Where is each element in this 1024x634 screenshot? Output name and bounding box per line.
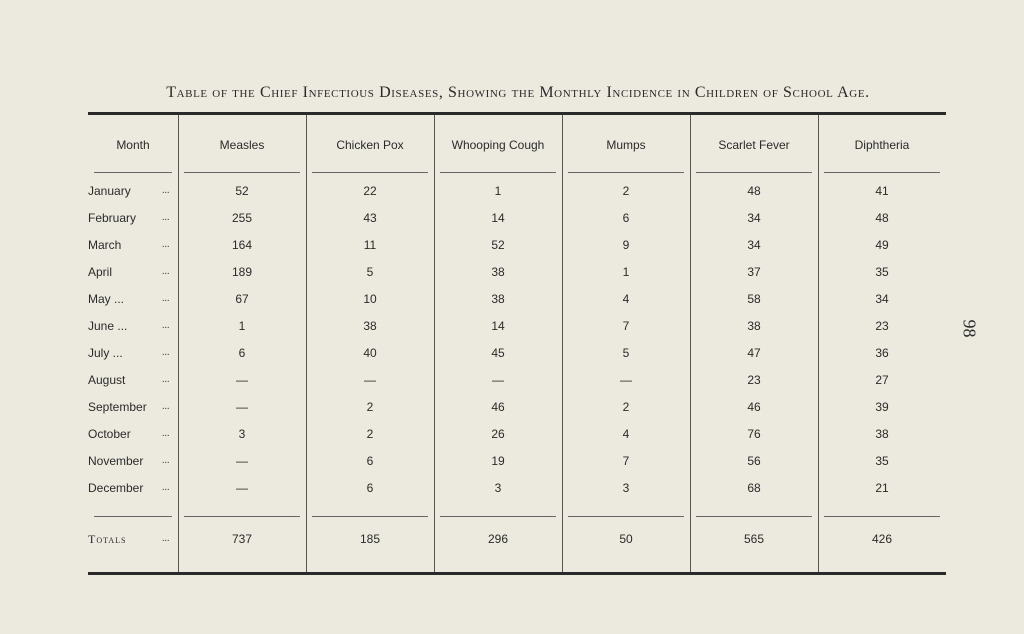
table-cell: 9 — [622, 238, 630, 252]
table-cell: 3 — [622, 481, 630, 495]
leader-dots: ... — [162, 347, 170, 358]
table-cell: 3 — [238, 427, 246, 441]
row-month: March — [88, 238, 122, 252]
table-cell: 11 — [363, 238, 377, 252]
table-cell: 19 — [491, 454, 505, 468]
leader-dots: ... — [162, 185, 170, 196]
leader-dots: ... — [162, 374, 170, 385]
leader-dots: ... — [162, 293, 170, 304]
totals-cell: 737 — [231, 532, 253, 546]
table-cell: 22 — [363, 184, 377, 198]
column-header: Mumps — [606, 138, 646, 152]
table-cell: 27 — [875, 373, 889, 387]
row-month: August — [88, 373, 126, 387]
table-cell: 1 — [238, 319, 246, 333]
table-cell: — — [364, 373, 376, 387]
totals-cell: 426 — [871, 532, 893, 546]
table-cell: — — [236, 481, 248, 495]
table-cell: 52 — [235, 184, 249, 198]
table-cell: 5 — [622, 346, 630, 360]
table-cell: — — [492, 373, 504, 387]
table-cell: 1 — [622, 265, 630, 279]
leader-dots: ... — [162, 212, 170, 223]
table-cell: 255 — [231, 211, 253, 225]
table-cell: 164 — [231, 238, 253, 252]
header-underline — [824, 172, 940, 173]
row-month: July ... — [88, 346, 123, 360]
table-cell: 6 — [366, 481, 374, 495]
column-header: Month — [116, 138, 150, 152]
totals-cell: 565 — [743, 532, 765, 546]
row-month: November — [88, 454, 144, 468]
table-cell: 14 — [491, 211, 505, 225]
totals-overline — [824, 516, 940, 517]
table-cell: 35 — [875, 454, 889, 468]
table-cell: 39 — [875, 400, 889, 414]
page-number: 98 — [959, 319, 980, 338]
row-month: February — [88, 211, 137, 225]
totals-overline — [312, 516, 428, 517]
table-cell: 37 — [747, 265, 761, 279]
table-cell: 40 — [363, 346, 377, 360]
header-underline — [312, 172, 428, 173]
totals-overline — [696, 516, 812, 517]
header-underline — [94, 172, 172, 173]
table-cell: 41 — [875, 184, 889, 198]
column-header: Measles — [219, 138, 265, 152]
row-month: September — [88, 400, 147, 414]
table-cell: 47 — [747, 346, 761, 360]
row-month: June ... — [88, 319, 128, 333]
table-cell: 1 — [494, 184, 502, 198]
totals-overline — [568, 516, 684, 517]
table-cell: 2 — [622, 400, 630, 414]
table-cell: 2 — [366, 400, 374, 414]
totals-overline — [94, 516, 172, 517]
table-cell: 7 — [622, 454, 630, 468]
row-month: April — [88, 265, 113, 279]
table-cell: 43 — [363, 211, 377, 225]
table-cell: 189 — [231, 265, 253, 279]
leader-dots: ... — [162, 266, 170, 277]
table-cell: 5 — [366, 265, 374, 279]
column-header: Chicken Pox — [336, 138, 404, 152]
table-cell: 6 — [622, 211, 630, 225]
totals-cell: 50 — [619, 532, 633, 546]
bottom-rule — [88, 572, 946, 575]
totals-cell: 296 — [487, 532, 509, 546]
table-cell: — — [236, 400, 248, 414]
table-cell: 26 — [491, 427, 505, 441]
table-cell: 76 — [747, 427, 761, 441]
table-cell: 23 — [875, 319, 889, 333]
header-underline — [568, 172, 684, 173]
table-cell: 38 — [747, 319, 761, 333]
table-cell: 46 — [747, 400, 761, 414]
table-cell: 21 — [875, 481, 889, 495]
table-cell: 48 — [747, 184, 761, 198]
table-cell: 2 — [622, 184, 630, 198]
column-header: Whooping Cough — [451, 138, 545, 152]
table-cell: 23 — [747, 373, 761, 387]
leader-dots: ... — [162, 320, 170, 331]
table-cell: 56 — [747, 454, 761, 468]
table-cell: 36 — [875, 346, 889, 360]
header-underline — [696, 172, 812, 173]
leader-dots: ... — [162, 401, 170, 412]
header-underline — [440, 172, 556, 173]
totals-overline — [440, 516, 556, 517]
table-title: Table of the Chief Infectious Diseases, Showing the Monthly Incidence in Children of School Age. — [166, 84, 870, 101]
table-cell: 38 — [491, 292, 505, 306]
table-cell: 6 — [366, 454, 374, 468]
row-month: December — [88, 481, 144, 495]
totals-label: Totals — [88, 532, 127, 546]
leader-dots: ... — [162, 533, 170, 544]
row-month: January — [88, 184, 131, 198]
table-cell: 52 — [491, 238, 505, 252]
table-cell: 38 — [491, 265, 505, 279]
table-cell: 4 — [622, 427, 630, 441]
table-cell: 10 — [363, 292, 377, 306]
table-cell: 58 — [747, 292, 761, 306]
table-cell: 48 — [875, 211, 889, 225]
table-cell: 4 — [622, 292, 630, 306]
totals-cell: 185 — [359, 532, 381, 546]
table-cell: 35 — [875, 265, 889, 279]
leader-dots: ... — [162, 455, 170, 466]
totals-overline — [184, 516, 300, 517]
table-cell: 38 — [363, 319, 377, 333]
table-cell: 49 — [875, 238, 889, 252]
table-cell: 7 — [622, 319, 630, 333]
table-cell: 38 — [875, 427, 889, 441]
table-cell: — — [236, 373, 248, 387]
table-cell: — — [236, 454, 248, 468]
row-month: May ... — [88, 292, 125, 306]
table-cell: 46 — [491, 400, 505, 414]
table-cell: 14 — [491, 319, 505, 333]
table-cell: 67 — [235, 292, 249, 306]
column-header: Scarlet Fever — [718, 138, 790, 152]
table-cell: 45 — [491, 346, 505, 360]
leader-dots: ... — [162, 482, 170, 493]
leader-dots: ... — [162, 428, 170, 439]
table-cell: 34 — [875, 292, 889, 306]
table-cell: 34 — [747, 238, 761, 252]
table-cell: 68 — [747, 481, 761, 495]
column-header: Diphtheria — [854, 138, 910, 152]
header-underline — [184, 172, 300, 173]
table-cell: 34 — [747, 211, 761, 225]
row-month: October — [88, 427, 131, 441]
table-cell: 3 — [494, 481, 502, 495]
leader-dots: ... — [162, 239, 170, 250]
table-cell: — — [620, 373, 632, 387]
table-cell: 6 — [238, 346, 246, 360]
table-cell: 2 — [366, 427, 374, 441]
